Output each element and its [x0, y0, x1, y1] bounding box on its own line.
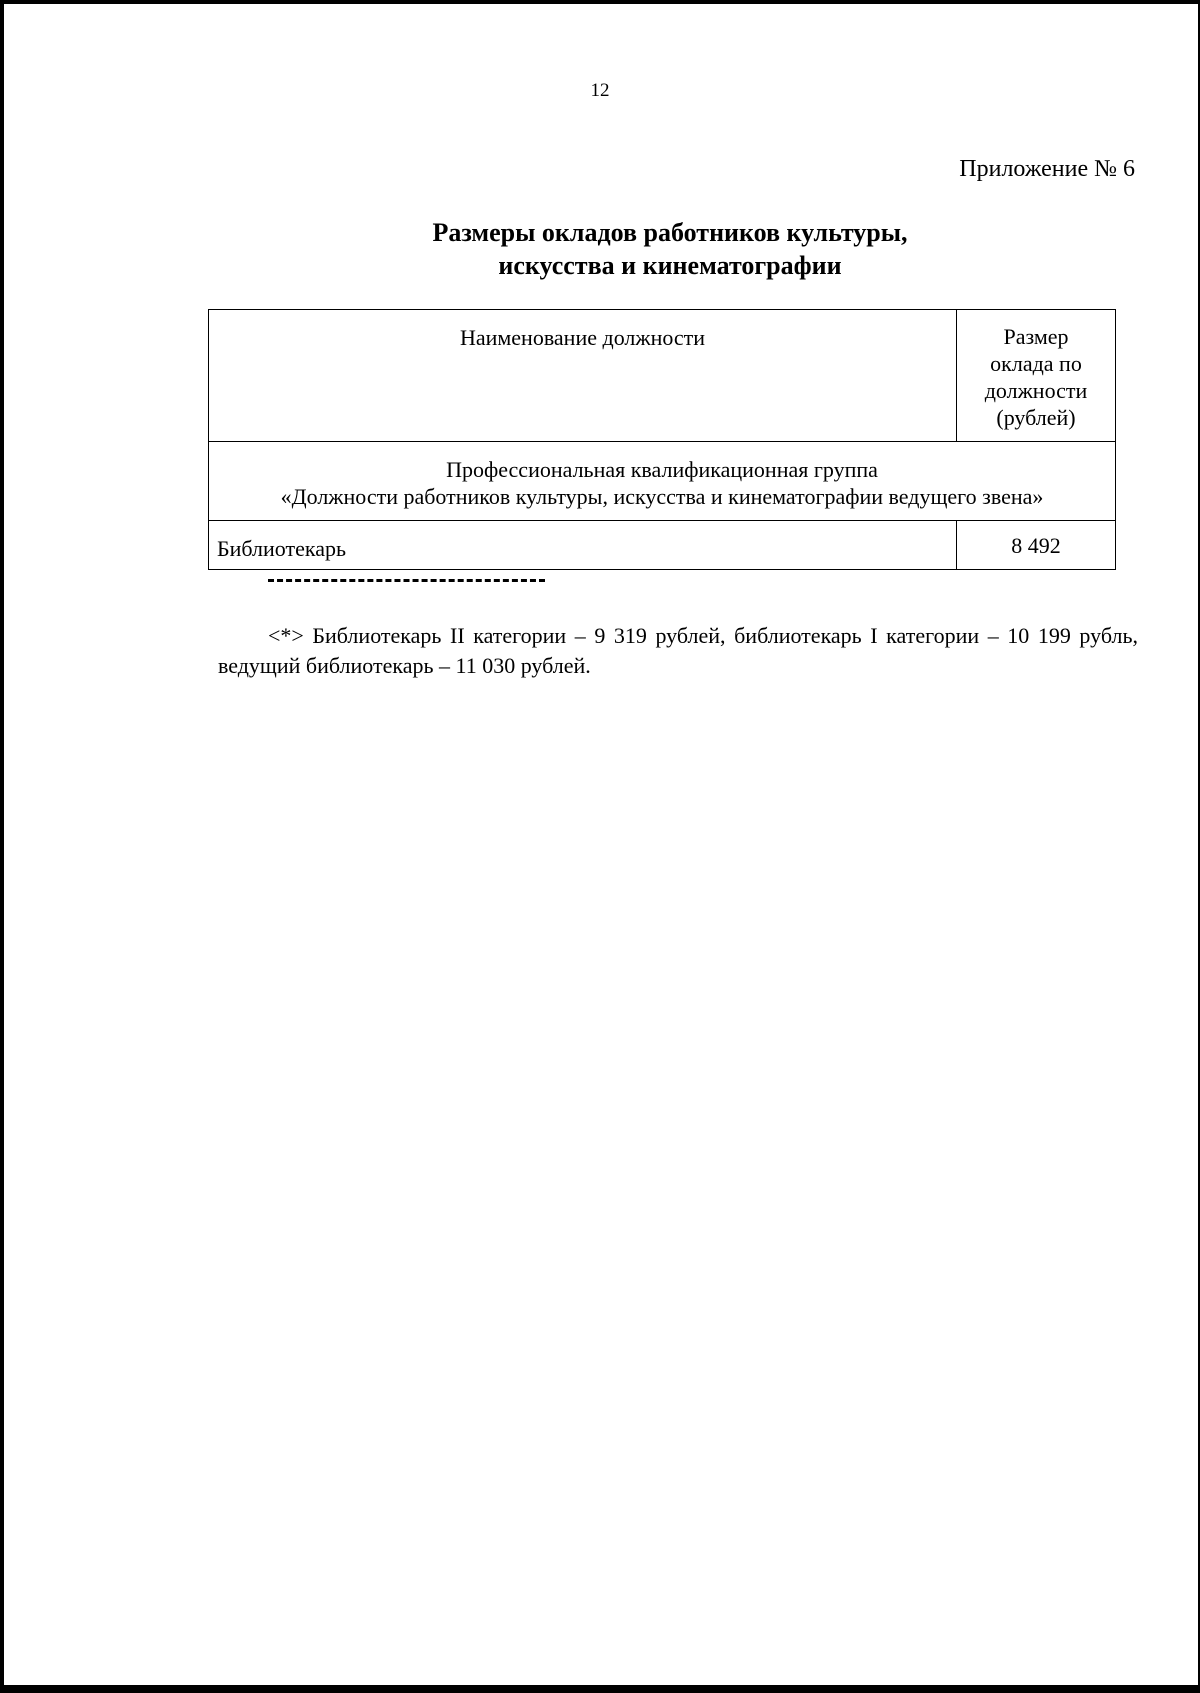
qualification-group-row: [209, 442, 1116, 521]
table-row: [209, 521, 1116, 570]
salary-size-header-line: Размер: [1003, 324, 1069, 349]
qualification-group-title: Профессиональная квалификационная группа: [446, 457, 878, 482]
document-title: [330, 216, 1010, 282]
appendix-label: Приложение № 6: [959, 156, 1135, 182]
title-line-1: Размеры окладов работников культуры,: [432, 218, 908, 247]
qualification-group-cell: [209, 442, 1116, 521]
footnote-text: <*> Библиотекарь II категории – 9 319 рублей, библиотекарь I категории – 10 199 рубль, ведущий библиотекарь – 11 030 рублей.: [218, 623, 1138, 678]
table-header-row: [209, 310, 1116, 442]
salary-cell: 8 492: [957, 521, 1116, 570]
salary-size-header-line: должности: [984, 378, 1088, 403]
salary-size-header: [957, 310, 1116, 442]
salary-size-header-line: (рублей): [996, 405, 1076, 430]
position-name-header: Наименование должности: [209, 310, 957, 442]
salary-size-header-line: оклада по: [990, 351, 1082, 376]
page-number: 12: [590, 80, 610, 101]
position-cell: Библиотекарь: [209, 521, 957, 570]
salary-table: [208, 309, 1116, 570]
title-line-2: искусства и кинематографии: [498, 251, 842, 280]
footnote-separator: [268, 579, 545, 582]
qualification-group-name: «Должности работников культуры, искусства и кинематографии ведущего звена»: [280, 484, 1044, 509]
